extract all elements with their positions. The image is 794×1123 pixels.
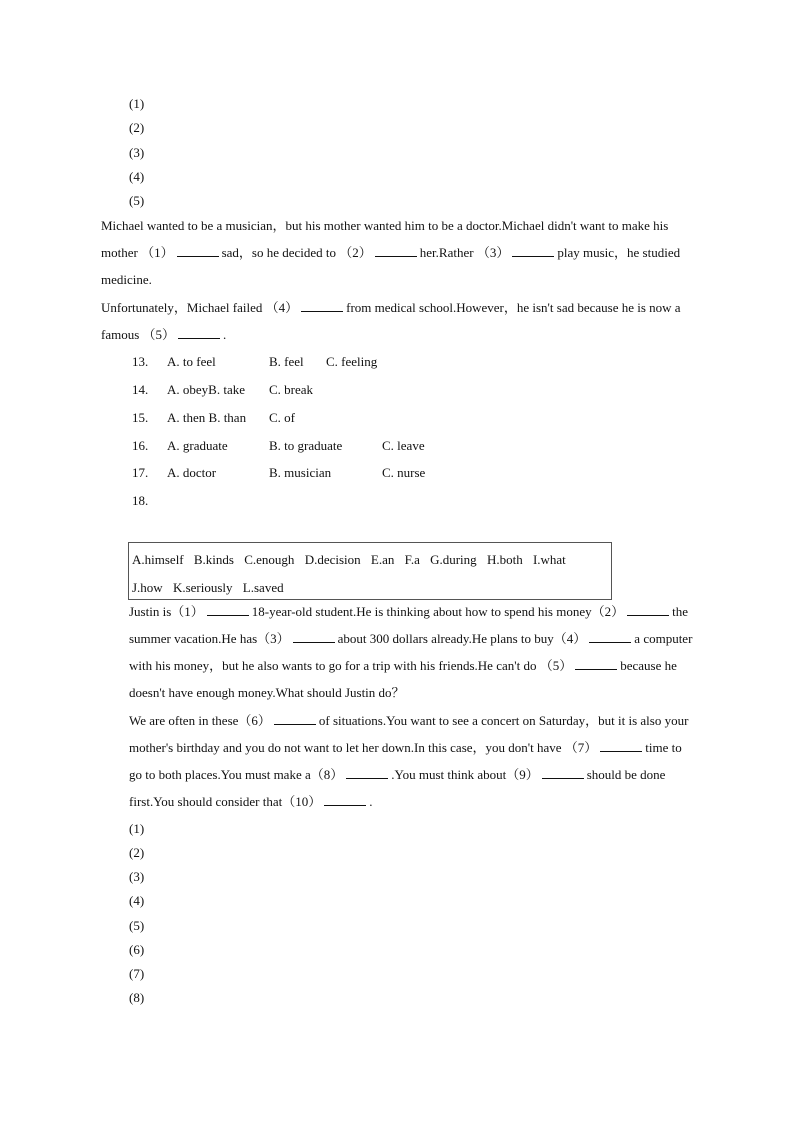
word-option: D.decision	[304, 552, 361, 567]
blank	[178, 326, 220, 339]
word-option: A.himself	[132, 552, 184, 567]
option: A. to feel	[167, 354, 216, 369]
word-option: G.during	[430, 552, 477, 567]
answer-number: (7)	[129, 966, 145, 981]
answer-number: (1)	[129, 821, 145, 836]
option: C. nurse	[382, 465, 426, 480]
passage-text: 18-year-old student.He is thinking about how to spend his money（2）	[251, 604, 625, 619]
blank	[324, 793, 366, 806]
passage-text: Michael wanted to be a musician，but his mother wanted him to be a doctor.Michael didn't want to make his mother （1）	[101, 218, 669, 260]
question-number: 18.	[132, 493, 149, 508]
option: C. break	[269, 382, 314, 397]
option: B. feel	[269, 354, 304, 369]
answer-number: (3)	[129, 869, 145, 884]
blank	[177, 244, 219, 257]
passage1-paragraph1	[101, 212, 696, 293]
word-option: B.kinds	[193, 552, 234, 567]
blank	[512, 244, 554, 257]
passage-text: play music，he studied medicine.	[101, 245, 681, 287]
passage-text: .You must think about（9）	[391, 767, 539, 782]
option: A. doctor	[167, 465, 217, 480]
blank	[293, 630, 335, 643]
answer-number: (3)	[129, 145, 145, 160]
passage-text: about 300 dollars already.He plans to buy（4）	[337, 631, 587, 646]
passage-text: the summer vacation.He has（3）	[129, 604, 689, 646]
answer-number: (6)	[129, 942, 145, 957]
answer-number: (8)	[129, 990, 145, 1005]
question-number: 15.	[132, 410, 149, 425]
passage1-paragraph2	[101, 294, 696, 348]
word-option: J.how	[132, 580, 163, 595]
passage2-paragraph1	[129, 598, 694, 706]
blank	[274, 712, 316, 725]
blank	[627, 603, 669, 616]
blank	[346, 766, 388, 779]
option: B. musician	[269, 465, 332, 480]
passage-text: her.Rather （3）	[419, 245, 510, 260]
option: C. of	[269, 410, 295, 425]
passage-text: a computer with his money，but he also wants to go for a trip with his friends.He can't do （5）	[129, 631, 693, 673]
answer-number: (2)	[129, 120, 145, 135]
blank	[542, 766, 584, 779]
blank	[600, 739, 642, 752]
option: B. to graduate	[269, 438, 343, 453]
passage-text: We are often in these（6）	[129, 713, 271, 728]
passage2-paragraph2	[129, 707, 694, 815]
blank	[301, 299, 343, 312]
blank	[207, 603, 249, 616]
word-option: H.both	[486, 552, 523, 567]
option: C. feeling	[326, 354, 378, 369]
passage-text: from medical school.However，he isn't sad because he is now a famous （5）	[101, 300, 681, 342]
answer-number: (5)	[129, 193, 145, 208]
passage-text: Unfortunately，Michael failed （4）	[101, 300, 299, 315]
blank	[375, 244, 417, 257]
question-number: 13.	[132, 354, 149, 369]
option: A. graduate	[167, 438, 228, 453]
answer-number: (1)	[129, 96, 145, 111]
answer-number: (4)	[129, 893, 145, 908]
passage-text: because he doesn't have enough money.What should Justin do？	[129, 658, 677, 700]
passage-text: of situations.You want to see a concert on Saturday，but it is also your mother's birthday and you do not want to let her down.In this case，you don't have （7）	[129, 713, 689, 755]
word-option: F.a	[404, 552, 420, 567]
passage-text: sad，so he decided to （2）	[221, 245, 372, 260]
word-option: K.seriously	[172, 580, 233, 595]
answer-number: (2)	[129, 845, 145, 860]
passage-text: Justin is（1）	[129, 604, 204, 619]
passage-text: .	[223, 327, 227, 342]
answer-number: (4)	[129, 169, 145, 184]
word-option: E.an	[370, 552, 395, 567]
question-number: 14.	[132, 382, 149, 397]
passage-text: .	[369, 794, 373, 809]
passage-text: should be done first.You should consider that（10）	[129, 767, 666, 809]
blank	[575, 657, 617, 670]
word-option: C.enough	[244, 552, 295, 567]
passage-text: time to go to both places.You must make a（8）	[129, 740, 682, 782]
option: C. leave	[382, 438, 425, 453]
question-number: 17.	[132, 465, 149, 480]
question-number: 16.	[132, 438, 149, 453]
word-bank	[128, 542, 612, 600]
option: A. obeyB. take	[167, 382, 245, 397]
word-option: L.saved	[242, 580, 284, 595]
answer-number: (5)	[129, 918, 145, 933]
word-option: I.what	[532, 552, 566, 567]
blank	[589, 630, 631, 643]
option: A. then B. than	[167, 410, 247, 425]
